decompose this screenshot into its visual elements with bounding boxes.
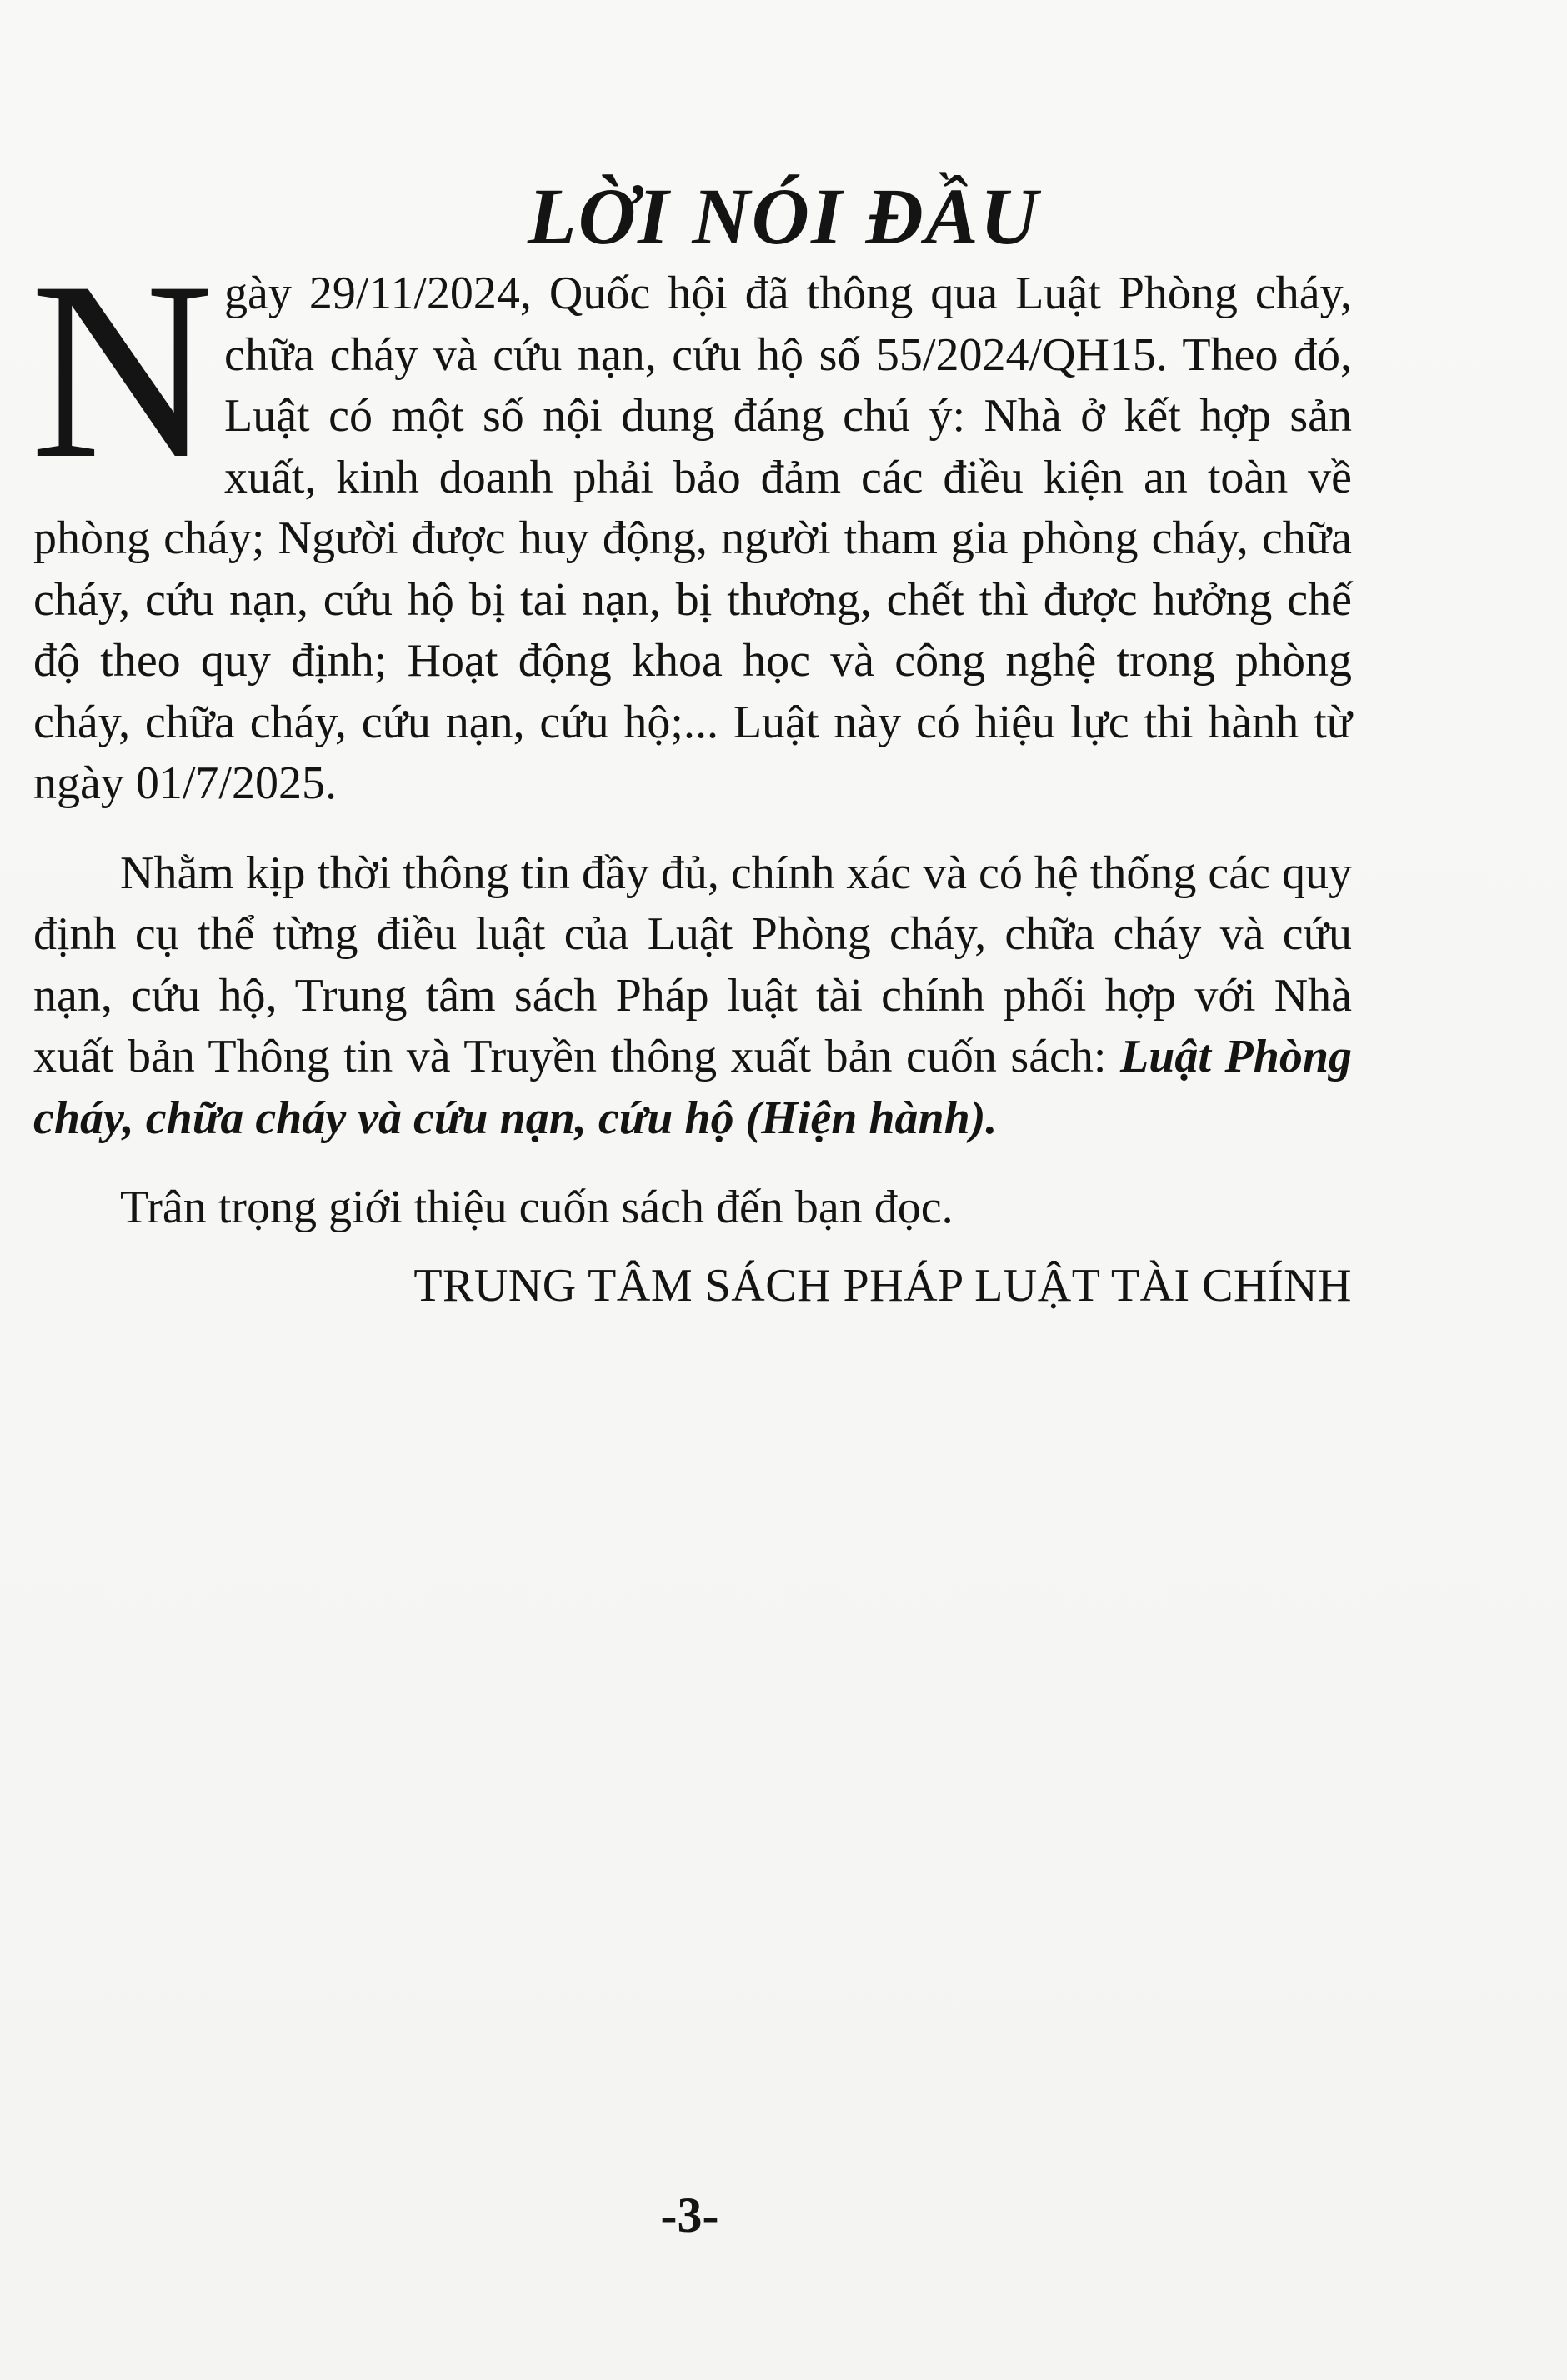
preface-body: [30, 229, 1352, 1317]
paragraph-intro-text: gày 29/11/2024, Quốc hội đã thông qua Luật Phòng cháy, chữa cháy và cứu nạn, cứu hộ số 55/2024/QH15. Theo đó, Luật có một số nội dung đáng chú ý: Nhà ở kết hợp sản xuất, kinh doanh phải bảo đảm các điều kiện an toàn về phòng cháy; Người được huy động, người tham gia phòng cháy, chữa cháy, cứu nạn, cứu hộ bị tai nạn, bị thương, chết thì được hưởng chế độ theo quy định; Hoạt động khoa học và công nghệ trong phòng cháy, chữa cháy, cứu nạn, cứu hộ;... Luật này có hiệu lực thi hành từ ngày 01/7/2025.: [33, 268, 1352, 809]
book-title: Luật Phòng cháy, chữa cháy và cứu nạn, cứu hộ (Hiện hành).: [33, 1031, 1352, 1144]
paragraph-closing: Trân trọng giới thiệu cuốn sách đến bạn đọc.: [120, 1182, 954, 1233]
page-title: LỜI NÓI ĐẦU: [527, 172, 1040, 262]
drop-cap: N: [30, 229, 214, 512]
paragraph-purpose: [33, 843, 1352, 1150]
publisher-signature: TRUNG TÂM SÁCH PHÁP LUẬT TÀI CHÍNH: [413, 1259, 1352, 1312]
paragraph-purpose-text: Nhằm kịp thời thông tin đầy đủ, chính xác và có hệ thống các quy định cụ thể từng điều luật của Luật Phòng cháy, chữa cháy và cứu nạn, cứu hộ, Trung tâm sách Pháp luật tài chính phối hợp với Nhà xuất bản Thông tin và Truyền thông xuất bản cuốn sách:: [33, 847, 1352, 1082]
paragraph-intro: [30, 229, 1352, 815]
page-number: -3-: [660, 2188, 719, 2242]
